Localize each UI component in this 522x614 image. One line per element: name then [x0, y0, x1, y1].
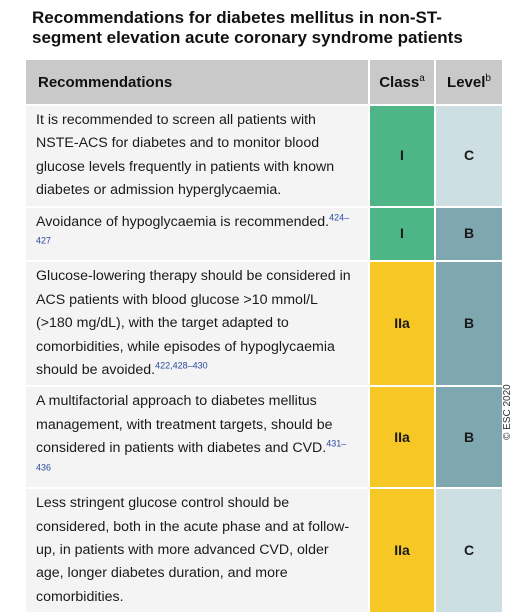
recommendation-text: Avoidance of hypoglycaemia is recommended.$^{424-427}$ [25, 207, 369, 262]
reference-link[interactable]: 422,428–430 [155, 360, 208, 371]
class-cell: IIa [369, 386, 435, 488]
recommendation-text: Less stringent glucose control should be considered, both in the acute phase and at follow-up, in patients with more advanced CVD, older age, longer diabetes duration, and more comorbidities. [25, 488, 369, 613]
table-row [25, 105, 503, 207]
level-cell: B [435, 261, 503, 386]
reference-link[interactable]: 424–427 [36, 211, 350, 246]
class-cell: I [369, 207, 435, 262]
table-row [25, 261, 503, 386]
header-class-footnote: a [419, 72, 425, 84]
recommendation-text: A multifactorial approach to diabetes mellitus management, with treatment targets, should be considered in patients with diabetes and CVD.$^{431-436}$ [25, 386, 369, 488]
table-row [25, 207, 503, 262]
recommendation-text: Glucose-lowering therapy should be considered in ACS patients with blood glucose >10 mmol/L (>180 mg/dL), with the target adapted to comorbidities, while episodes of hypoglycaemia should be avoided.$^{422,428-430}$ [25, 261, 369, 386]
recommendations-table [24, 58, 504, 614]
table-row [25, 386, 503, 488]
recommendation-text: It is recommended to screen all patients with NSTE-ACS for diabetes and to monitor blood glucose levels frequently in patients with known diabetes or admission hyperglycaemia. [25, 105, 369, 207]
class-cell: IIa [369, 488, 435, 613]
header-recommendations: Recommendations [25, 59, 369, 105]
class-cell: IIa [369, 261, 435, 386]
table-title: Recommendations for diabetes mellitus in non-ST-segment elevation acute coronary syndrome patients [32, 8, 463, 47]
reference-link[interactable]: 431–436 [36, 438, 347, 472]
copyright-watermark: © ESC 2020 [502, 384, 513, 440]
header-level: Level$^b$ [435, 59, 503, 105]
header-class: Class$^a$ [369, 59, 435, 105]
header-row [25, 59, 503, 105]
class-cell: I [369, 105, 435, 207]
header-level-footnote: b [485, 72, 491, 84]
level-cell: B [435, 386, 503, 488]
table-row [25, 488, 503, 613]
level-cell: C [435, 105, 503, 207]
level-cell: C [435, 488, 503, 613]
level-cell: B [435, 207, 503, 262]
